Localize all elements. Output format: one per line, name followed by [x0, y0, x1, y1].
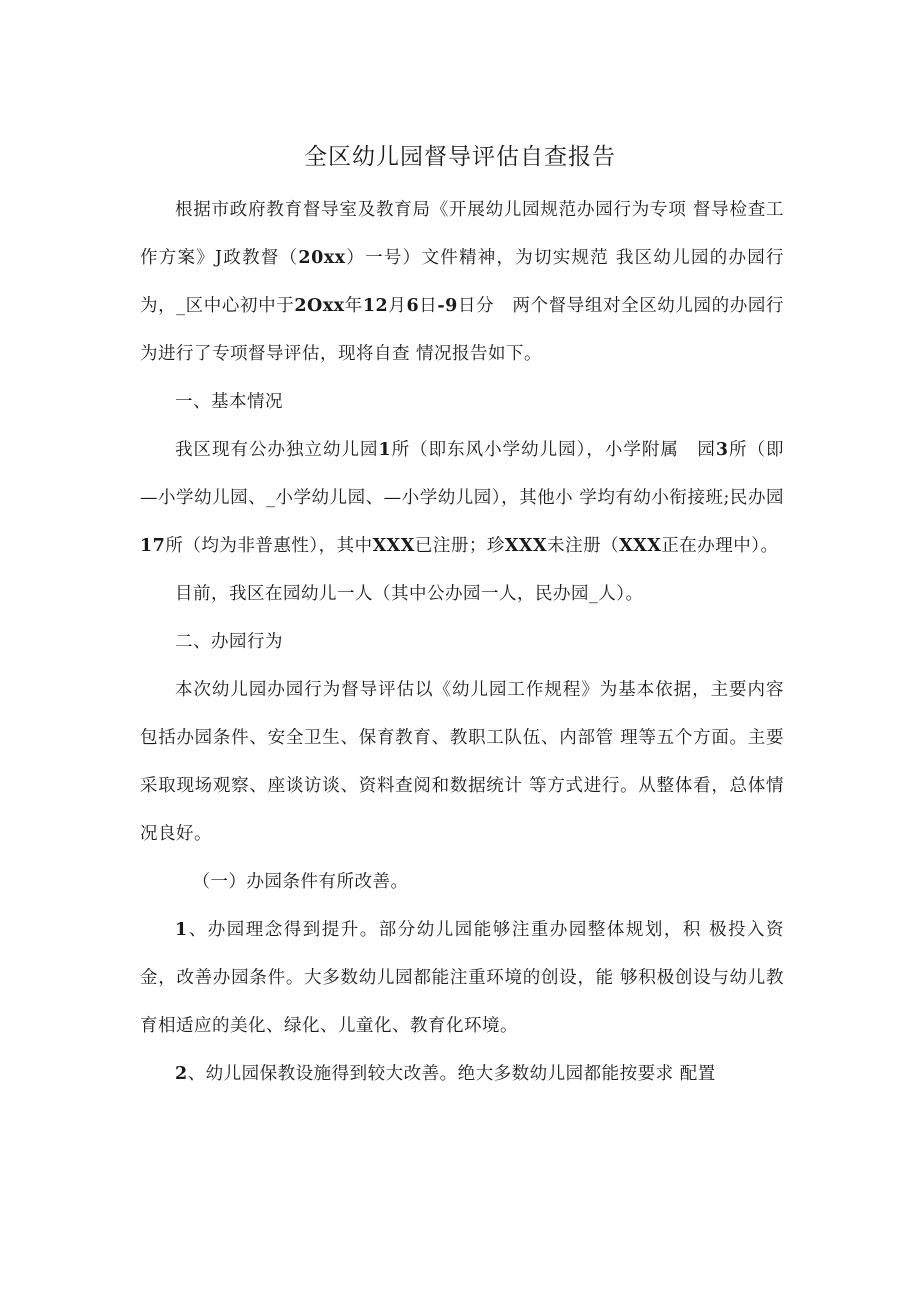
paragraph-item-1	[140, 906, 784, 1050]
text-run: 所（即东风小学幼儿园），小学附属 园	[391, 440, 716, 460]
text-run-bold: 1	[378, 440, 392, 460]
paragraph-intro	[140, 186, 784, 378]
text-run-bold: XXX	[504, 536, 548, 556]
text-run: ）一号）文件精神，为切实规范 我区幼儿园的办园行为，_区中心初中于	[140, 248, 785, 316]
text-run-bold: XXX	[372, 536, 415, 556]
section-heading-behavior: 二、办园行为	[175, 632, 283, 652]
paragraph-evaluation: 本次幼儿园办园行为督导评估以《幼儿园工作规程》为基本依据，主要内容包括办园条件、安全卫生、保育教育、教职工队伍、内部管 理等五个方面。主要采取现场观察、座谈访谈、资料查阅和数据统计 等方式进行。从整体看，总体情况良好。	[140, 680, 784, 844]
text-run-bold: -9	[437, 296, 458, 316]
text-run-bold: 3	[715, 440, 729, 460]
text-run: 、办园理念得到提升。部分幼儿园能够注重办园整体规划，积 极投入资金，改善办园条件。大多数幼儿园都能注重环境的创设，能 够积极创设与幼儿教育相适应的美化、绿化、儿童化、教育化环境。	[140, 920, 784, 1036]
text-run: 所（即—小学幼儿园、_小学幼儿园、—小学幼儿园），其他小 学均有幼小衔接班;民办园	[140, 440, 785, 508]
text-run: 日	[419, 296, 438, 316]
text-run: 年	[344, 296, 363, 316]
text-run-bold: 6	[406, 296, 420, 316]
text-run: 、幼儿园保教设施得到较大改善。绝大多数幼儿园都能按要求 配置	[187, 1064, 716, 1084]
text-run: 未注册（	[547, 536, 620, 556]
section-heading-basic: 一、基本情况	[175, 392, 283, 412]
text-run-bold: 12	[362, 296, 389, 316]
text-run: 根据市政府教育督导室及教育局《开展幼儿园规范办园行为专项 督导检查工作方案》J政教督（	[140, 200, 784, 268]
subsection-heading-conditions: （一）办园条件有所改善。	[192, 872, 409, 892]
text-run-bold: 2Oxx	[294, 296, 345, 316]
text-run: 日分 两个督导组对全区幼儿园的办园行为进行了专项督导评估，现将自查 情况报告如下。	[140, 296, 785, 364]
document-title: 全区幼儿园督导评估自查报告	[304, 144, 616, 170]
text-run-bold: 20xx	[298, 248, 346, 268]
item-number: 2	[175, 1064, 188, 1084]
text-run: 我区现有公办独立幼儿园	[175, 440, 379, 460]
text-run-bold: 17	[140, 536, 166, 556]
text-run: 所（均为非普惠性），其中	[165, 536, 373, 556]
item-number: 1	[175, 920, 188, 940]
paragraph-item-2	[140, 1050, 784, 1098]
text-run-bold: XXX	[619, 536, 662, 556]
paragraph-enrollment: 目前，我区在园幼儿一人（其中公办园一人，民办园_人）。	[175, 584, 644, 604]
paragraph-basic-info	[140, 426, 784, 570]
document-body	[140, 186, 784, 1098]
text-run: 已注册；珍	[414, 536, 505, 556]
text-run: 正在办理中）。	[661, 536, 779, 556]
text-run: 月	[388, 296, 407, 316]
